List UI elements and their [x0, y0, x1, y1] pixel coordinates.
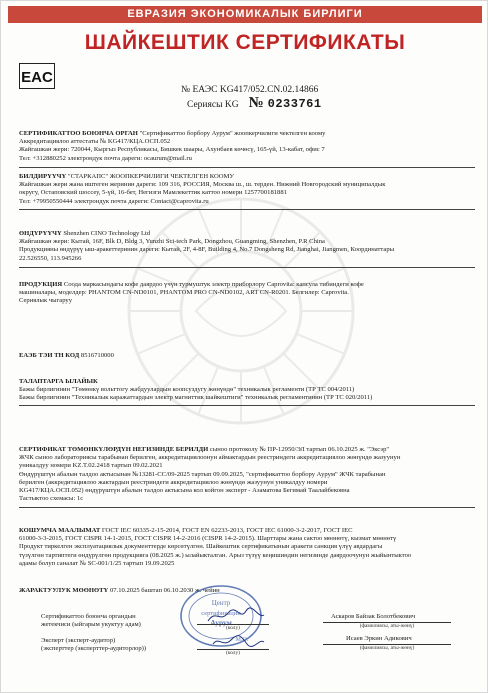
additional-info-heading: КОШУМЧА МААЛЫМАТ [19, 527, 101, 534]
tnved-heading: ЕАЭБ ТЭИ ТН КОД [19, 352, 80, 359]
certification-body-heading: СЕРТИФИКАТТОО БОЮНЧА ОРГАН [19, 130, 138, 137]
product-heading: ПРОДУКЦИЯ [19, 281, 63, 288]
certification-body-block [19, 130, 475, 163]
validity-suffix: ж. чейин [194, 587, 220, 594]
basis-block [19, 446, 475, 503]
svg-text:М.О.: М.О. [235, 637, 249, 643]
requirement-2: Бажы бирлигинин "Техникалык каражаттардын электр магниттик шайкештиги" техникалык регламентинин (ТР ТС 020/2011) [19, 394, 373, 402]
expert-name-caption: (фамилиясы, аты-жөнү) [359, 645, 415, 651]
manufacturer-name: Shenzhen CINO Technology Ltd [63, 230, 151, 237]
svg-text:Аурум: Аурум [210, 618, 232, 627]
svg-text:EAC: EAC [21, 69, 53, 86]
manufacturer-coordinates: 22.526550, 113.945266 [19, 254, 82, 262]
head-label-line-2: жетекчиси (ыйгарым укуктуу адам) [41, 621, 141, 629]
expert-sign-caption: (колу) [226, 650, 240, 656]
head-name: Аскаров Байзак Болотбекович [331, 613, 416, 620]
head-signature-icon [206, 607, 266, 625]
divider [19, 507, 475, 508]
registration-number: № ЕАЭС KG417/052.CN.02.14866 [181, 85, 319, 95]
expert-signature-icon [211, 632, 266, 650]
divider [19, 405, 475, 406]
manufacturer-heading: ӨНДҮРҮҮЧҮ [19, 230, 62, 237]
head-signature-label [41, 613, 141, 629]
validity-to: 06.10.2030 [163, 587, 194, 594]
svg-text:Центр: Центр [211, 599, 231, 607]
manufacturer-production-address: Продукцияны өндүрүү ыш-аракеттеринин дареги: Кытай, 2F, 4-8F, Building 4, No.7 Dongsheng Rd, Jianghai, Jiangmen, Координаттары [19, 246, 395, 254]
basis-heading: СЕРТИФИКАТ ТӨМӨНКҮЛӨРДҮН НЕГИЗИНДЕ БЕРИЛДИ [19, 446, 209, 453]
product-block [19, 281, 475, 306]
series-row [187, 95, 322, 112]
requirements-heading: ТАЛАПТАРГА ЫЛАЙЫК [19, 378, 98, 385]
applicant-heading: БИЛДИРҮҮЧҮ [19, 173, 67, 180]
validity-heading: ЖАРАКТУУЛУК МӨӨНӨТҮ [19, 587, 109, 594]
basis-line-2: ЖЧК сыноо лабораториясы тарабынан берилген, аккредитациялоонун аймактардын реестриндеги аккредитациялоо жөнүндө жазуунун [19, 454, 401, 462]
expert-label-line-2: (эксперттер (эксперттер-аудиторлор)) [41, 645, 147, 653]
expert-label-line-1: Эксперт (эксперт-аудитор) [41, 637, 116, 644]
product-line-2: машиналары, моделдер: PHANTOM CN-ND0101, PHANTOM PRO CN-ND0102, ART CN-R0201. Белгилер: Caprovita. [19, 289, 349, 297]
divider [19, 267, 475, 268]
certification-body-contacts: Тел: +312880252 электрондук почта дареги: ocaurum@mail.ru [19, 154, 192, 162]
applicant-block [19, 173, 475, 206]
certification-body-address: Жайгашкан жери: 720044, Кыргыз Республикасы, Бишкек шаары, Ахунбаев көчөсү, 165-үй, 13-кабат, офис 7 [19, 146, 325, 154]
applicant-address-1: Жайгашкан жери жана иштеген жеринин дареги: 109 316, РОССИЯ, Москва ш., ш. терден. Нижний Новгородский муниципалдык [19, 181, 386, 189]
applicant-contacts: Тел: +79950550444 электрондук почта дареги: Contact@caprovita.ru [19, 197, 209, 205]
basis-line-6: KG417/КЦА.ОСП.052) өндүрүштүн абалын талдоо актысына кол койгон эксперт - Азаматова Бегимай Таалайбековна [19, 487, 350, 495]
manufacturer-address: Жайгашкан жери: Кытай, 16F, Blk D, Bldg 3, Yunzhi Sci-tech Park, Dongzhou, Guangming, Shenzhen, P.R China [19, 238, 325, 246]
series-label: Сериясы KG [187, 100, 239, 110]
basis-line-5: берилген (аккредитациялоо жактардын реестриндеги аккредитациялоо жөнүндө жазуунун уникалдуу номери [19, 478, 328, 486]
requirement-1: Бажы бирлигинин "Төмөнкү вольттогу жабдуулардын коопсуздугу жөнүндө" техникалык регламенти (ТР ТС 004/2011) [19, 386, 355, 394]
basis-line-4: Өндүрүштүн абалын талдоо актысынан №13281-СС/09-2025 тартып 09.09.2025, "сертификаттоо борбору Аурум" ЖЧК тарабынан [19, 470, 386, 478]
additional-line-5: адамы болуп саналат № SC-001/1/25 тартып 19.09.2025 [19, 559, 175, 567]
additional-line-4: түзүлгөн тартиптеги өндүрүлгөн продукцияга (08.2025 ж.) ылайыкталган. Арыз түзүү кеңишиндин негизинде даярдоочунун жыйынтыктоо [19, 551, 412, 559]
tnved-code: 8516710000 [80, 352, 114, 359]
requirements-block [19, 378, 475, 403]
additional-line-3: Продукт тиркелген эксплуатациялык документтерде көрсөтүлгөн. Шайкештик сертификатынын аракети санкция үлүү авдардагы [19, 543, 383, 551]
expert-signature-label [41, 637, 146, 653]
head-sign-caption: (колу) [226, 625, 240, 631]
product-line-3: Сериялык чыгаруу [19, 297, 73, 305]
applicant-name: "СТАРКАПС" ЖООПКЕРЧИЛИГИ ЧЕКТЕЛГЕН КООМУ [67, 173, 235, 180]
additional-line-2: 61000-3-3-2015, ГОСТ CISPR 14-1-2015, ГОСТ CISPR 14-2-2016 (CISPR 14-2-2015). Шарттары жана сактоо мөөнөтү, кызмат мөөнөтү [19, 535, 397, 543]
series-number-sign: № [248, 95, 264, 111]
validity-middle: баштап [141, 587, 162, 594]
eac-mark-icon [19, 63, 55, 89]
certification-body-name: "Сертификаттоо борбору Аурум" жоопкерчилиги чектелген коому [139, 130, 326, 137]
certification-body-accreditation: Аккредитациялоо аттестаты № KG417/КЦА.ОСП.052 [19, 138, 171, 146]
manufacturer-block [19, 230, 475, 263]
basis-line-1: сыноо протоколу № ПР-12950/ЭЛ тартып 06.10.2025 ж. "Эксэр" [209, 446, 390, 453]
head-label-line-1: Сертификаттоо боюнча органдын [41, 613, 136, 620]
divider [19, 167, 475, 168]
additional-info-block [19, 527, 475, 568]
applicant-address-2: округу, Остаповский шоссеу, 5-үй, 16-бет, Негизги Мамлекеттик каттоо номери 1257700181881 [19, 189, 287, 197]
expert-name: Исаев Эркин Адикович [346, 635, 412, 642]
divider [19, 209, 475, 210]
series-number: 0233761 [267, 97, 322, 111]
tnved-block [19, 352, 475, 360]
certificate-title: ШАЙКЕШТИК СЕРТИФИКАТЫ [84, 31, 406, 54]
basis-line-7: Тастыктоо схемасы: 1с [19, 495, 84, 503]
head-name-caption: (фамилиясы, аты-жөнү) [359, 623, 415, 629]
additional-line-1: ГОСТ IEC 60335-2-15-2014, ГОСТ EN 62233-2013, ГОСТ IEC 61000-3-2-2017, ГОСТ IEC [101, 527, 353, 534]
basis-line-3: уникалдуу номери KZ.T.02.2418 тартып 09.02.2021 [19, 462, 163, 470]
validity-from: 07.10.2025 [109, 587, 140, 594]
product-line-1: Соода маркасындагы кофе даярдоо үчүн турмуштук электр приборлору Caprovita: капсула тибиндеги кофе [63, 281, 364, 288]
svg-text:сертификации: сертификации [201, 610, 241, 617]
union-name-band: ЕВРАЗИЯ ЭКОНОМИКАЛЫК БИРЛИГИ [8, 6, 482, 23]
